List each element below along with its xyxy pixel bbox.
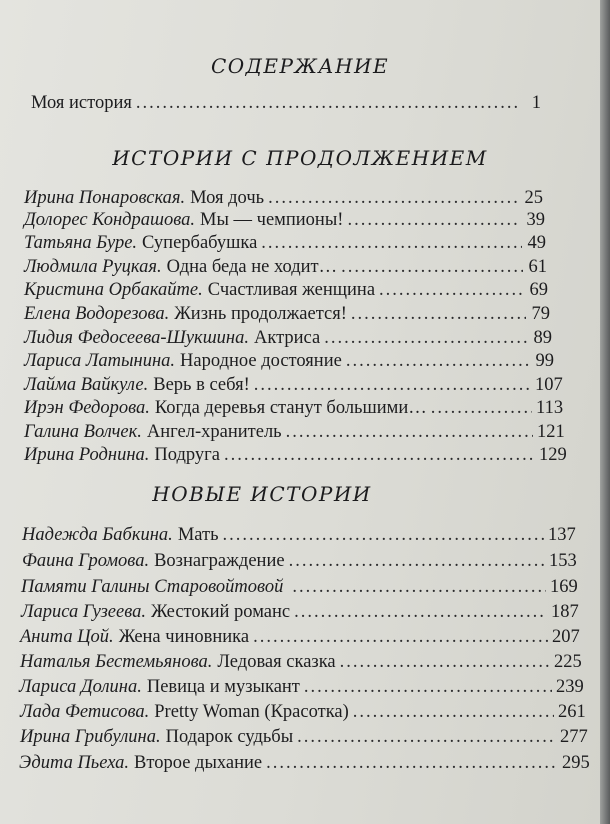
- entry-author: Лада Фетисова.: [20, 702, 150, 722]
- entry-title: Верь в себя!: [153, 375, 250, 395]
- dot-leader: [261, 232, 522, 254]
- entry-title: Подарок судьбы: [165, 727, 294, 747]
- entry-author: Анита Цой.: [20, 627, 114, 647]
- toc-entry: [22, 550, 577, 572]
- toc-entry: [24, 303, 550, 325]
- entry-author: Лариса Долина.: [19, 677, 142, 697]
- entry-author: Надежда Бабкина.: [22, 525, 173, 545]
- entry-author: Ирина Понаровская.: [24, 188, 186, 208]
- toc-entry: [19, 676, 584, 698]
- page-number: 113: [536, 398, 564, 418]
- entry-title: Моя история: [31, 93, 132, 113]
- entry-title: Жена чиновника: [118, 627, 250, 647]
- page-number: 225: [554, 652, 582, 672]
- entry-author: Памяти Галины Старовойтовой: [21, 577, 284, 597]
- page-number: 121: [537, 422, 565, 442]
- entry-title: Мать: [177, 525, 219, 545]
- dot-leader: [268, 187, 519, 209]
- dot-leader: [347, 209, 521, 231]
- page-number: 99: [535, 351, 554, 371]
- entry-author: Лариса Гузеева.: [21, 602, 147, 622]
- entry-author: Наталья Бестемьянова.: [20, 652, 213, 672]
- entry-title: Счастливая женщина: [207, 280, 376, 300]
- toc-entry: [24, 421, 565, 443]
- dot-leader: [286, 421, 533, 443]
- entry-author: Кристина Орбакайте.: [24, 280, 203, 300]
- entry-title: Моя дочь: [190, 188, 265, 208]
- dot-leader: [341, 256, 523, 278]
- page-number: 25: [524, 188, 543, 208]
- entry-title: Второе дыхание: [134, 753, 263, 773]
- toc-entry: [20, 626, 580, 648]
- entry-author: Людмила Руцкая.: [24, 257, 162, 277]
- entry-author: Елена Водорезова.: [24, 304, 170, 324]
- entry-title: Вознаграждение: [154, 551, 285, 571]
- page-number: 153: [549, 551, 577, 571]
- page-number: 129: [539, 445, 567, 465]
- entry-title: Подруга: [154, 445, 220, 465]
- dot-leader: [224, 444, 535, 466]
- page-number: 49: [527, 233, 546, 253]
- toc-entry: [24, 374, 563, 396]
- dot-leader: [253, 626, 548, 648]
- page-number: 239: [556, 677, 584, 697]
- entry-title: Когда деревья станут большими…: [154, 398, 427, 418]
- entry-title: Pretty Woman (Красотка): [154, 702, 349, 722]
- page-number: 79: [531, 304, 550, 324]
- entry-author: Ирина Грибулина.: [20, 727, 161, 747]
- entry-title: Ангел-хранитель: [146, 422, 282, 442]
- dot-leader: [324, 327, 528, 349]
- entry-author: Фаина Громова.: [22, 551, 150, 571]
- entry-title: Жестокий романс: [151, 602, 291, 622]
- dot-leader: [340, 651, 550, 673]
- page-number: 107: [535, 375, 563, 395]
- dot-leader: [292, 576, 546, 598]
- toc-entry: [24, 350, 554, 372]
- entry-title: Мы — чемпионы!: [200, 210, 344, 230]
- toc-entry: [24, 232, 546, 254]
- toc-entry: [24, 209, 545, 231]
- entry-author: Галина Волчек.: [24, 422, 142, 442]
- entry-author: Ирэн Федорова.: [24, 398, 150, 418]
- toc-entry: [20, 726, 588, 748]
- entry-title: Супербабушка: [142, 233, 258, 253]
- page-number: 277: [560, 727, 588, 747]
- dot-leader: [431, 397, 532, 419]
- page-number: 1: [531, 93, 541, 113]
- dot-leader: [223, 524, 544, 546]
- page-number: 89: [533, 328, 552, 348]
- page-number: 61: [528, 257, 547, 277]
- toc-entry: [24, 187, 543, 209]
- toc-entry: [24, 397, 564, 419]
- dot-leader: [136, 92, 517, 114]
- toc-entry: [24, 279, 548, 301]
- page-number: 207: [552, 627, 580, 647]
- entry-author: Лайма Вайкуле.: [24, 375, 149, 395]
- section-heading-continued: ИСТОРИИ С ПРОДОЛЖЕНИЕМ: [112, 146, 488, 170]
- dot-leader: [379, 279, 524, 301]
- entry-author: Лариса Латынина.: [24, 351, 176, 371]
- page-number: 137: [548, 525, 576, 545]
- toc-entry: [20, 651, 582, 673]
- dot-leader: [304, 676, 552, 698]
- dot-leader: [289, 550, 545, 572]
- entry-title: Актриса: [253, 328, 321, 348]
- dot-leader: [351, 303, 526, 325]
- page-number: 169: [550, 577, 578, 597]
- page-number: 261: [558, 702, 586, 722]
- dot-leader: [353, 701, 554, 723]
- toc-entry: [24, 327, 552, 349]
- toc-entry-intro: [31, 92, 541, 114]
- dot-leader: [346, 350, 530, 372]
- page-number: 69: [529, 280, 548, 300]
- dot-leader: [294, 601, 547, 623]
- entry-author: Долорес Кондрашова.: [24, 210, 196, 230]
- dot-leader: [266, 752, 558, 774]
- entry-title: Одна беда не ходит…: [166, 257, 338, 277]
- entry-author: Ирина Роднина.: [24, 445, 150, 465]
- entry-title: Жизнь продолжается!: [174, 304, 347, 324]
- page-edge: [600, 0, 610, 824]
- page-number: 39: [526, 210, 545, 230]
- entry-title: Ледовая сказка: [217, 652, 336, 672]
- toc-entry: [24, 256, 547, 278]
- dot-leader: [254, 374, 531, 396]
- dot-leader: [297, 726, 556, 748]
- entry-title: Народное достояние: [180, 351, 342, 371]
- toc-entry: [19, 752, 590, 774]
- toc-entry: [21, 601, 579, 623]
- toc-entry: [20, 701, 586, 723]
- section-heading-new: НОВЫЕ ИСТОРИИ: [152, 482, 372, 506]
- page-number: 295: [562, 753, 590, 773]
- entry-title: Певица и музыкант: [146, 677, 300, 697]
- contents-heading: СОДЕРЖАНИЕ: [210, 54, 390, 78]
- toc-entry: [21, 576, 578, 598]
- entry-author: Эдита Пьеха.: [19, 753, 130, 773]
- toc-entry: [22, 524, 576, 546]
- entry-author: Лидия Федосеева-Шукшина.: [24, 328, 249, 348]
- page-number: 187: [551, 602, 579, 622]
- toc-entry: [24, 444, 567, 466]
- entry-author: Татьяна Буре.: [24, 233, 138, 253]
